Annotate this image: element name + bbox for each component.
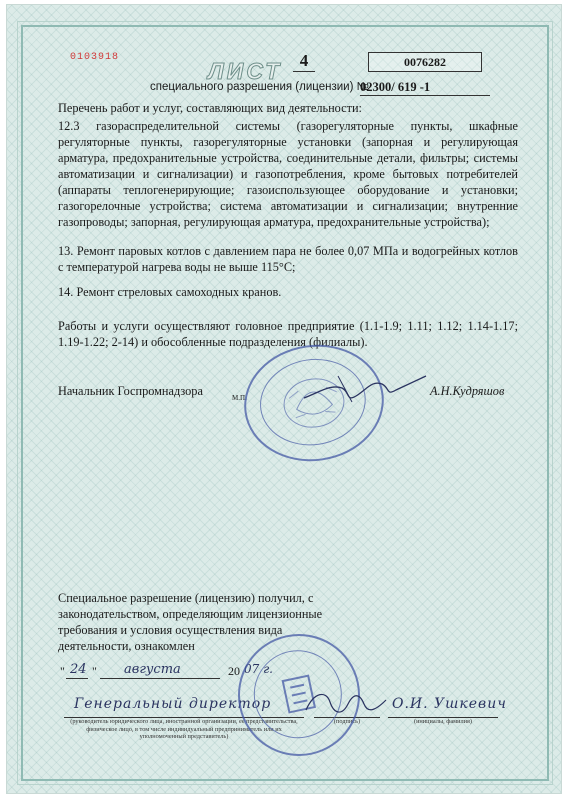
name-caption: (инициалы, фамилия)	[413, 718, 473, 725]
official-signature-icon	[300, 362, 430, 412]
serial-number: 0103918	[70, 52, 120, 63]
date-year-prefix: 20	[228, 664, 240, 678]
date-year-suffix: 07 г.	[244, 662, 273, 676]
work-item-13: 13. Ремонт паровых котлов с давлением пара не более 0,07 МПа и водогрейных котлов с температурой нагрева воды не выше 115°С;	[58, 244, 518, 274]
date-month: августа	[124, 662, 181, 677]
license-caption: специального разрешения (лицензии) №	[150, 81, 369, 93]
sheet-number: 4	[293, 51, 315, 72]
work-item-14: 14. Ремонт стреловых самоходных кранов.	[58, 285, 282, 299]
official-name: А.Н.Кудряшов	[430, 384, 505, 398]
signatory-name: О.И. Ушкевич	[392, 696, 507, 712]
signatory-signature-icon	[300, 680, 390, 726]
work-item-12-3: 12.3 газораспределительной системы (газорегуляторные пункты, шкафные регуляторные пункты, газорегуляторные установки (запорная и регулирующая арматура, предохранительные устройства, соединительные детали, фильтры; системы автоматизации и сигнализации) и газопотребления, кроме бытовых потребителей (аппараты теплогенерирующие; газоиспользующее оборудование и установки; газогорелочные устройства; система автоматизации и сигнализации; внутренние газопроводы; запорная, регулирующая арматура, предохранительные устройства);	[58, 119, 518, 229]
sheet-title: ЛИСТ	[208, 58, 283, 84]
official-position: Начальник Госпромнадзора	[58, 384, 203, 398]
blank-number: 0076282	[368, 52, 482, 72]
date-open-quote: "	[60, 664, 65, 678]
signature-caption: (подпись)	[333, 718, 361, 725]
works-intro: Перечень работ и услуг, составляющих вид деятельности:	[58, 101, 362, 115]
seal-place-label: М.П.	[232, 394, 247, 402]
date-close-quote: "	[92, 664, 97, 678]
position-caption: (руководитель юридического лица, иностранной организации, ее представительства, физическое лицо, в том числе индивидуальный предприниматель или их уполномоченный представитель)	[70, 718, 298, 740]
license-number: 02300/ 619 -1	[360, 80, 490, 96]
receipt-statement: Специальное разрешение (лицензию) получил, с законодательством, определяющим лицензионные требования и условия осуществления вида деятельности, ознакомлен	[58, 591, 323, 653]
date-day: 24	[70, 662, 87, 677]
works-note: Работы и услуги осуществляют головное предприятие (1.1-1.9; 1.11; 1.12; 1.14-1.17; 1.19-1.22; 2-14) и обособленные подразделения (филиалы).	[58, 319, 518, 349]
signatory-position: Генеральный директор	[74, 696, 272, 712]
